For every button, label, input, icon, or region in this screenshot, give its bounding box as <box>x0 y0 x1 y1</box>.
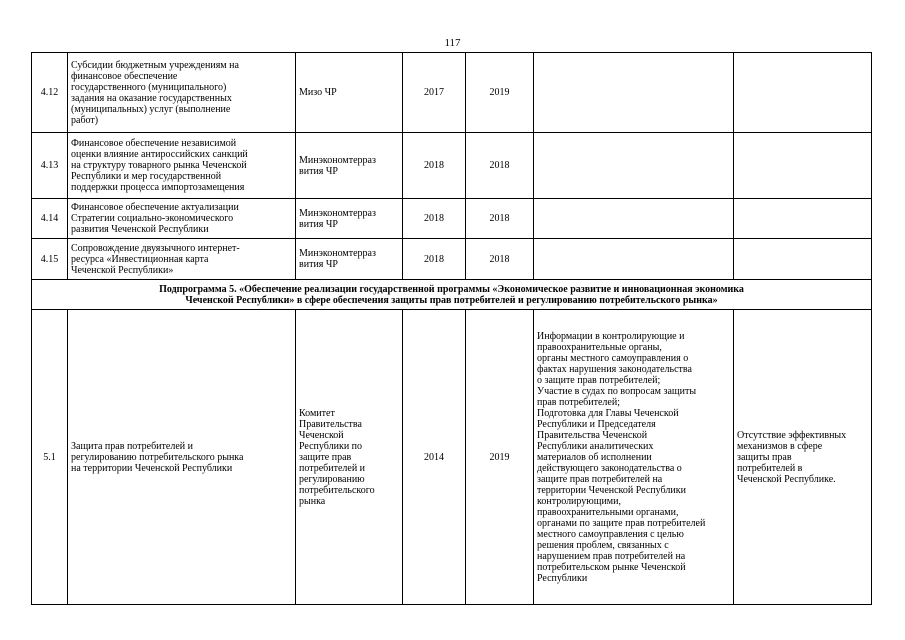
consequences <box>734 53 872 133</box>
table-row <box>32 239 872 280</box>
executor: Минэкономтерраз вития ЧР <box>296 199 403 239</box>
row-number: 4.14 <box>32 199 68 239</box>
table-row <box>32 133 872 199</box>
row-number: 5.1 <box>32 310 68 605</box>
row-number: 4.15 <box>32 239 68 280</box>
expected-results <box>534 53 734 133</box>
measure-name: Защита прав потребителей и регулированию потребительского рынка на территории Чеченской Республики <box>68 310 296 605</box>
table-row <box>32 53 872 133</box>
start-year: 2018 <box>403 239 466 280</box>
end-year: 2019 <box>466 310 534 605</box>
start-year: 2018 <box>403 199 466 239</box>
row-number: 4.12 <box>32 53 68 133</box>
expected-results <box>534 239 734 280</box>
program-measures-table <box>31 52 872 605</box>
consequences <box>734 133 872 199</box>
start-year: 2014 <box>403 310 466 605</box>
end-year: 2018 <box>466 133 534 199</box>
executor: Минэкономтерраз вития ЧР <box>296 239 403 280</box>
row-number: 4.13 <box>32 133 68 199</box>
consequences: Отсутствие эффективных механизмов в сфере защиты прав потребителей в Чеченской Республике. <box>734 310 872 605</box>
end-year: 2018 <box>466 199 534 239</box>
consequences <box>734 239 872 280</box>
measure-name: Сопровождение двуязычного интернет- ресурса «Инвестиционная карта Чеченской Республики» <box>68 239 296 280</box>
measure-name: Финансовое обеспечение независимой оценки влияние антироссийских санкций на структуру товарного рынка Чеченской Республики и мер государственной поддержки процесса импортозамещения <box>68 133 296 199</box>
end-year: 2018 <box>466 239 534 280</box>
expected-results: Информации в контролирующие и правоохранительные органы, органы местного самоуправления о фактах нарушения законодательства о защите прав потребителей; Участие в судах по вопросам защиты прав потребителей; Подготовка для Главы Чеченской Республики и Председателя Правительства Чеченской Республики аналитических материалов об исполнении действующего законодательства о защите прав потребителей на территории Чеченской Республики контролирующими, правоохранительными органами, органами по защите прав потребителей местного самоуправления с целью решения проблем, связанных с нарушением прав потребителей на потребительском рынке Чеченской Республики <box>534 310 734 605</box>
subprogram-heading: Подпрограмма 5. «Обеспечение реализации государственной программы «Экономическое развитие и инновационная экономика Чеченской Республики» в сфере обеспечения защиты прав потребителей и регулированию потребительского рынка» <box>32 280 872 310</box>
executor: Комитет Правительства Чеченской Республики по защите прав потребителей и регулированию потребительского рынка <box>296 310 403 605</box>
page-number: 117 <box>444 37 461 49</box>
table-row <box>32 310 872 605</box>
subprogram-heading-row <box>32 280 872 310</box>
expected-results <box>534 133 734 199</box>
start-year: 2018 <box>403 133 466 199</box>
end-year: 2019 <box>466 53 534 133</box>
executor: Минэкономтерраз вития ЧР <box>296 133 403 199</box>
executor: Мизо ЧР <box>296 53 403 133</box>
consequences <box>734 199 872 239</box>
measure-name: Финансовое обеспечение актуализации Стратегии социально-экономического развития Чеченской Республики <box>68 199 296 239</box>
expected-results <box>534 199 734 239</box>
measure-name: Субсидии бюджетным учреждениям на финансовое обеспечение государственного (муниципального) задания на оказание государственных (муниципальных) услуг (выполнение работ) <box>68 53 296 133</box>
table-row <box>32 199 872 239</box>
start-year: 2017 <box>403 53 466 133</box>
